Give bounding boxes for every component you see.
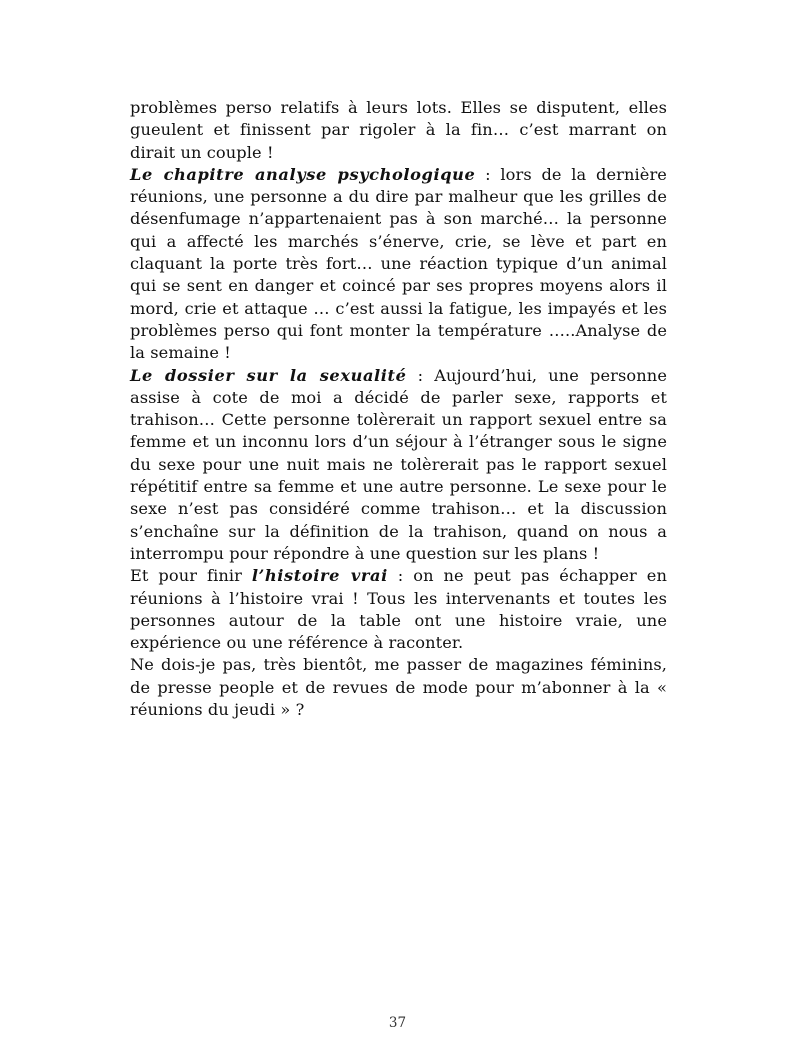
paragraph-text: : Aujourd’hui, une personne assise à cote de moi a décidé de parler sexe, rapports et trahison… Cette personne tolèrerait un rapport sexuel entre sa femme et un inconnu lors d’un séjour à l’étranger sous le signe du sexe pour une nuit mais ne tolèrerait pas le rapport sexuel répétitif entre sa femme et une autre personne. Le sexe pour le sexe n’est pas considéré comme trahison… et la discussion s’enchaîne sur la définition de la trahison, quand on nous a interrompu pour répondre à une question sur les plans ! xyxy=(130,365,667,563)
paragraph-text: : on ne peut pas échapper en réunions à l’histoire vrai ! Tous les intervenants et toutes les personnes autour de la table ont une histoire vraie, une expérience ou une référence à raconter. xyxy=(130,566,667,653)
page-number: 37 xyxy=(388,1015,407,1031)
paragraph-text: : lors de la dernière réunions, une personne a du dire par malheur que les grilles de désenfumage n’appartenaient pas à son marché… la personne qui a affecté les marchés s’énerve, crie, se lève et part en claquant la porte très fort… une réaction typique d’un animal qui se sent en danger et coincé par ses propres moyens alors il mord, crie et attaque … c’est aussi la fatigue, les impayés et les problèmes perso qui font monter la température …..Analyse de la semaine ! xyxy=(130,164,667,363)
paragraph-text: Et pour finir xyxy=(130,566,252,586)
document-body xyxy=(130,97,667,721)
paragraph-dossier-sexualite xyxy=(130,365,667,566)
section-heading-dossier-sexualite: Le dossier sur la sexualité xyxy=(130,365,407,385)
paragraph-conclusion xyxy=(130,654,667,721)
paragraph-histoire-vrai xyxy=(130,565,667,654)
section-heading-analyse-psychologique: Le chapitre analyse psychologique xyxy=(130,164,476,184)
paragraph-intro xyxy=(130,97,667,164)
paragraph-analyse-psychologique xyxy=(130,164,667,365)
paragraph-text: problèmes perso relatifs à leurs lots. Elles se disputent, elles gueulent et finissent par rigoler à la fin… c’est marrant on dirait un couple ! xyxy=(130,98,667,162)
paragraph-text: Ne dois-je pas, très bientôt, me passer de magazines féminins, de presse people et de revues de mode pour m’abonner à la « réunions du jeudi » ? xyxy=(130,655,667,720)
section-heading-histoire-vrai: l’histoire vrai xyxy=(251,566,388,586)
